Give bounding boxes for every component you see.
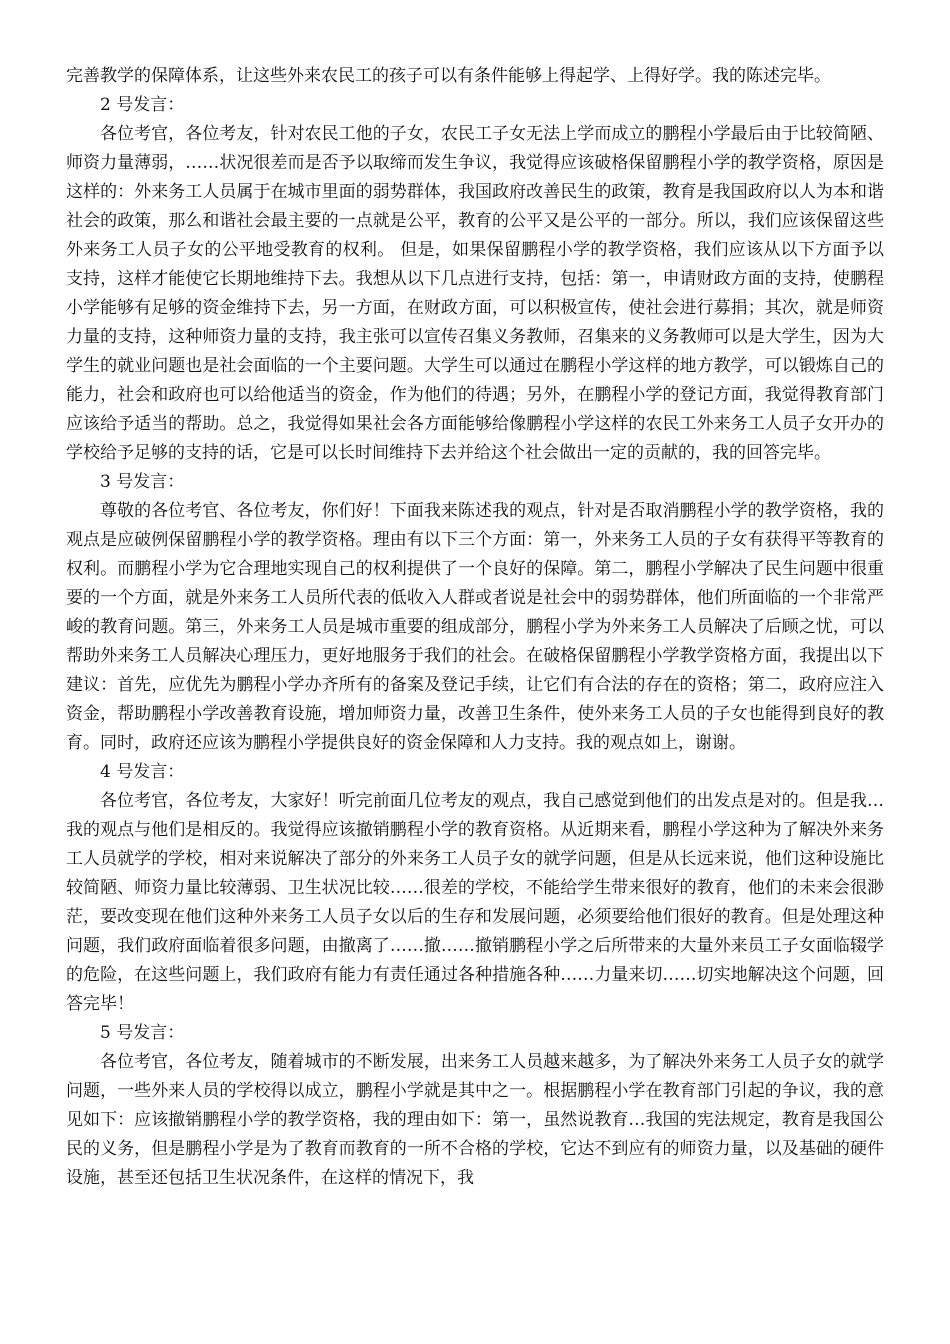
paragraph-1-closing: 完善教学的保障体系，让这些外来农民工的孩子可以有条件能够上得起学、上得好学。我的陈述完毕。 (66, 66, 831, 86)
speaker-heading-3: 3 号发言： (100, 472, 185, 492)
speech-2-paragraph: 各位考官，各位考友，针对农民工他的子女，农民工子女无法上学而成立的鹏程小学最后由于比较简陋、师资力量薄弱，……状况很差而是否予以取缔而发生争议，我觉得应该破格保留鹏程小学的教学资格，原因是这样的：外来务工人员属于在城市里面的弱势群体，我国政府改善民生的政策，教育是我国政府以人为本和谐社会的政策，那么和谐社会最主要的一点就是公平，教育的公平又是公平的一部分。所以，我们应该保留这些外来务工人员子女的公平地受教育的权利。 但是，如果保留鹏程小学的教学资格，我们应该从以下方面予以支持，这样才能使它长期地维持下去。我想从以下几点进行支持，包括：第一，申请财政方面的支持，使鹏程小学能够有足够的资金维持下去，另一方面，在财政方面，可以积极宣传，使社会进行募捐；其次，就是师资力量的支持，这种师资力量的支持，我主张可以宣传召集义务教师，召集来的义务教师可以是大学生，因为大学生的就业问题也是社会面临的一个主要问题。大学生可以通过在鹏程小学这样的地方教学，可以锻炼自己的能力，社会和政府也可以给他适当的资金，作为他们的待遇；另外，在鹏程小学的登记方面，我觉得教育部门应该给予适当的帮助。总之，我觉得如果社会各方面能够给像鹏程小学这样的农民工外来务工人员子女开办的学校给予足够的支持的话，它是可以长时间维持下去并给这个社会做出一定的贡献的，我的回答完毕。 (66, 124, 884, 463)
speech-4-paragraph: 各位考官，各位考友，大家好！听完前面几位考友的观点，我自己感觉到他们的出发点是对的。但是我…我的观点与他们是相反的。我觉得应该撤销鹏程小学的教育资格。从近期来看，鹏程小学这种为了解决外来务工人员就学的学校，相对来说解决了部分的外来务工人员子女的就学问题，但是从长远来说，他们这种设施比较简陋、师资力量比较薄弱、卫生状况比较……很差的学校，不能给学生带来很好的教育，他们的未来会很渺茫，要改变现在他们这种外来务工人员子女以后的生存和发展问题，必须要给他们很好的教育。但是处理这种问题，我们政府面临着很多问题，由撤离了……撤……撤销鹏程小学之后所带来的大量外来员工子女面临辍学的危险，在这些问题上，我们政府有能力有责任通过各种措施各种……力量来切……切实地解决这个问题，回答完毕！ (66, 791, 884, 1014)
speech-3-paragraph: 尊敬的各位考官、各位考友，你们好！下面我来陈述我的观点，针对是否取消鹏程小学的教学资格，我的观点是应破例保留鹏程小学的教学资格。理由有以下三个方面：第一，外来务工人员的子女有获得平等教育的权利。而鹏程小学为它合理地实现自己的权利提供了一个良好的保障。第二，鹏程小学解决了民生问题中很重要的一个方面，就是外来务工人员所代表的低收入人群或者说是社会中的弱势群体，他们所面临的一个非常严峻的教育问题。第三，外来务工人员是城市重要的组成部分，鹏程小学为外来务工人员解决了后顾之忧，可以帮助外来务工人员解决心理压力，更好地服务于我们的社会。在破格保留鹏程小学教学资格方面，我提出以下建议：首先，应优先为鹏程小学办齐所有的备案及登记手续，让它们有合法的存在的资格；第二，政府应注入资金，帮助鹏程小学改善教育设施，增加师资力量，改善卫生条件，使外来务工人员的子女也能得到良好的教育。同时，政府还应该为鹏程小学提供良好的资金保障和人力支持。我的观点如上，谢谢。 (66, 501, 884, 753)
speaker-heading-4: 4 号发言： (100, 762, 185, 782)
speech-5-paragraph: 各位考官，各位考友，随着城市的不断发展，出来务工人员越来越多，为了解决外来务工人员子女的就学问题，一些外来人员的学校得以成立，鹏程小学就是其中之一。根据鹏程小学在教育部门引起的争议，我的意见如下：应该撤销鹏程小学的教学资格，我的理由如下：第一，虽然说教育…我国的宪法规定，教育是我国公民的义务，但是鹏程小学是为了教育而教育的一所不合格的学校，它达不到应有的师资力量，以及基础的硬件设施，甚至还包括卫生状况条件，在这样的情况下，我 (66, 1052, 884, 1188)
speaker-heading-5: 5 号发言： (100, 1023, 185, 1043)
speaker-heading-2: 2 号发言： (100, 95, 185, 115)
